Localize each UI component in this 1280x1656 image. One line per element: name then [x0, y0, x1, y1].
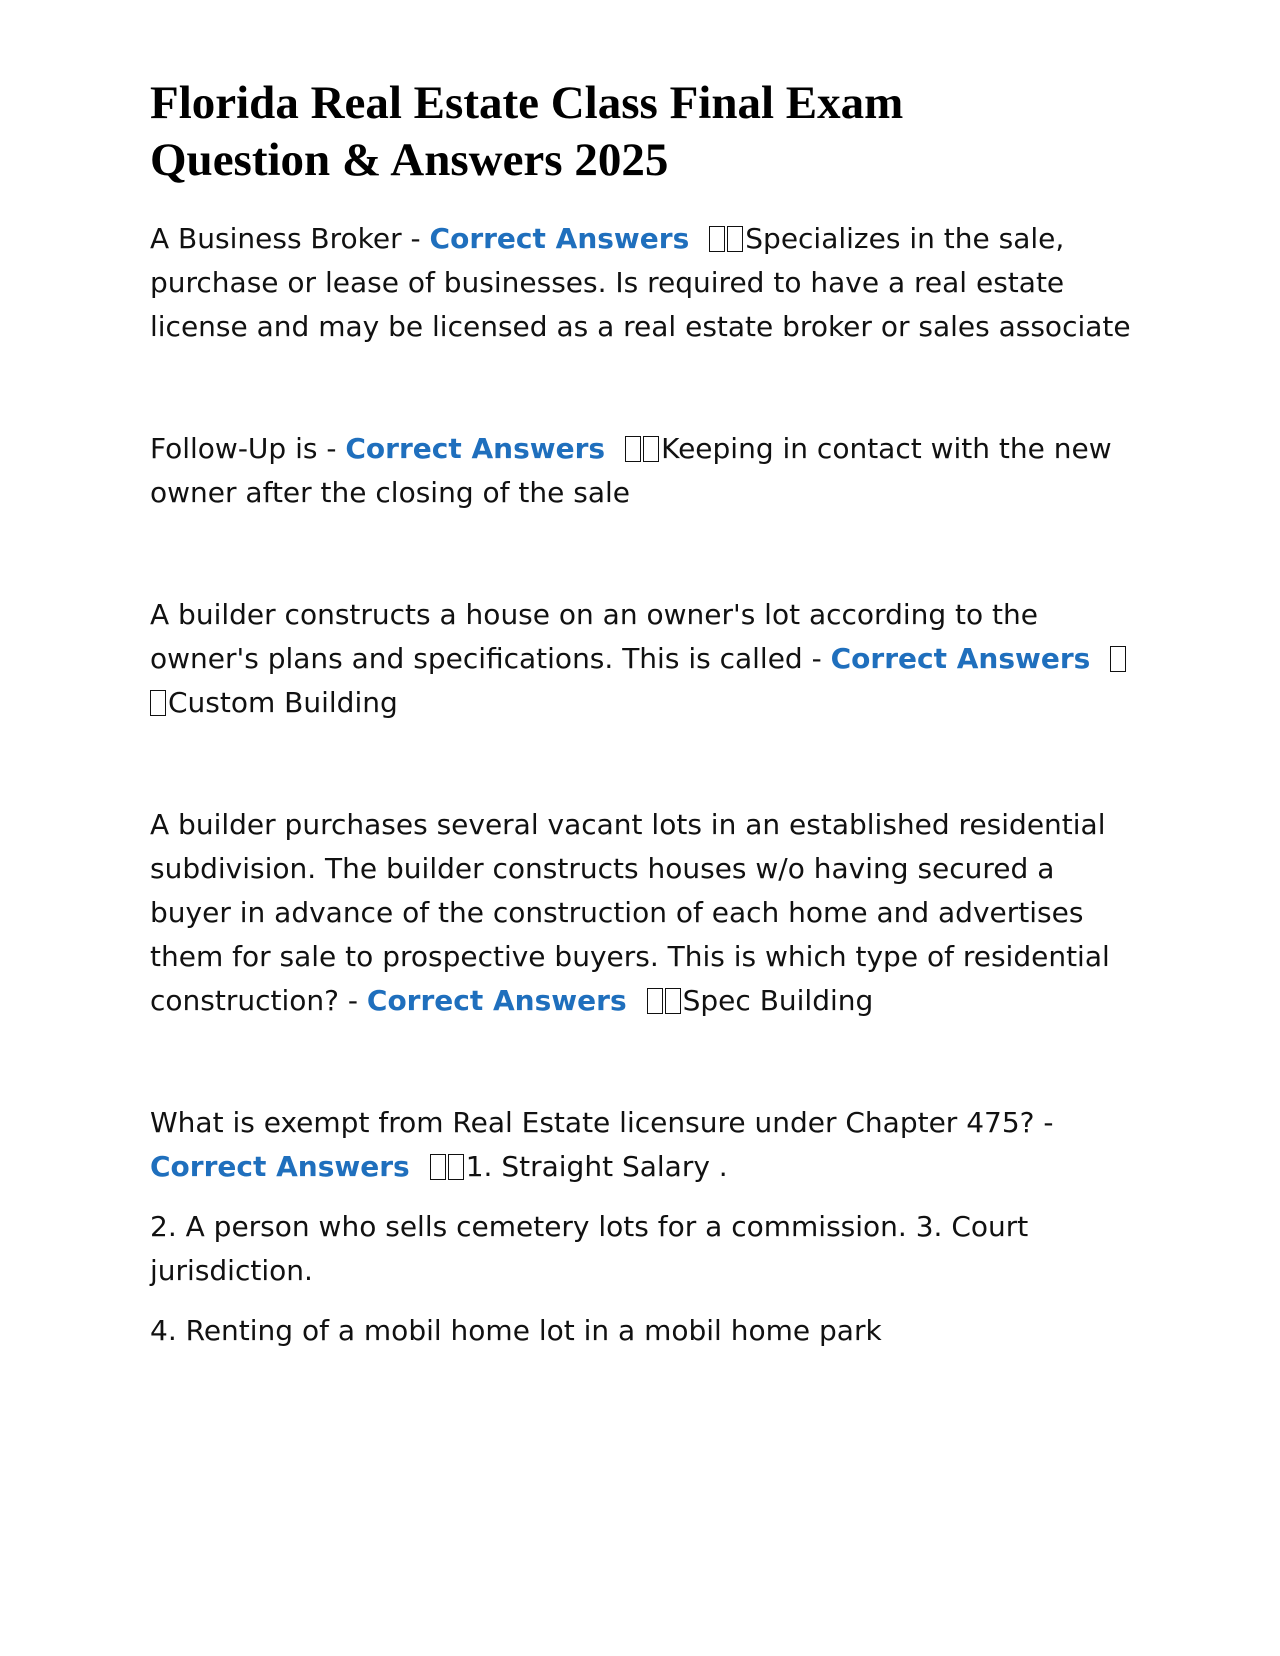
question-text: A Business Broker - — [150, 222, 430, 255]
qa-entry-business-broker — [150, 217, 1140, 349]
title-line-2: Question & Answers 2025 — [150, 134, 669, 186]
correct-answers-label: Correct Answers — [429, 222, 690, 255]
answer-text: Specializes in the sale, purchase or lease of businesses. Is required to have a real estate license and may be licensed as a real estate broker or sales associate — [150, 222, 1131, 343]
missing-glyph-icon — [643, 436, 659, 462]
answer-text: Custom Building — [168, 686, 398, 719]
qa-paragraph — [150, 217, 1140, 349]
answer-text: 1. Straight Salary . — [465, 1150, 728, 1183]
missing-glyph-icon — [1110, 646, 1126, 672]
answer-continuation: 2. A person who sells cemetery lots for a commission. 3. Court jurisdiction. — [150, 1210, 1029, 1287]
qa-list — [150, 217, 1140, 1353]
answer-continuation: 4. Renting of a mobil home lot in a mobil home park — [150, 1314, 882, 1347]
qa-paragraph — [150, 1101, 1140, 1189]
qa-paragraph — [150, 593, 1140, 725]
document-page — [150, 75, 1140, 1353]
correct-answers-label: Correct Answers — [830, 642, 1091, 675]
qa-entry-spec-building — [150, 803, 1140, 1023]
question-text: A builder purchases several vacant lots in an established residential subdivision. The builder constructs houses w/o having secured a buyer in advance of the construction of each home and advertises them for sale to prospective buyers. This is which type of residential construction? - — [150, 808, 1110, 1017]
correct-answers-label: Correct Answers — [150, 1150, 410, 1183]
missing-glyph-icon — [709, 226, 725, 252]
missing-glyph-icon — [150, 690, 166, 716]
qa-paragraph — [150, 803, 1140, 1023]
missing-glyph-icon — [448, 1154, 464, 1180]
title-line-1: Florida Real Estate Class Final Exam — [150, 77, 904, 129]
answer-text: Keeping in contact with the new owner after the closing of the sale — [150, 432, 1112, 509]
missing-glyph-icon — [727, 226, 743, 252]
qa-paragraph — [150, 427, 1140, 515]
missing-glyph-icon — [625, 436, 641, 462]
question-text: A builder constructs a house on an owner's lot according to the owner's plans and specifications. This is called - — [150, 598, 1039, 675]
qa-entry-exemptions — [150, 1101, 1140, 1353]
qa-entry-follow-up — [150, 427, 1140, 515]
answer-text: Spec Building — [682, 984, 874, 1017]
question-text: Follow-Up is - — [150, 432, 346, 465]
missing-glyph-icon — [647, 988, 663, 1014]
correct-answers-label: Correct Answers — [345, 432, 606, 465]
correct-answers-label: Correct Answers — [366, 984, 627, 1017]
qa-entry-custom-building — [150, 593, 1140, 725]
missing-glyph-icon — [430, 1154, 446, 1180]
document-title — [150, 75, 1140, 189]
question-text: What is exempt from Real Estate licensure under Chapter 475? - — [150, 1106, 1054, 1139]
missing-glyph-icon — [665, 988, 681, 1014]
